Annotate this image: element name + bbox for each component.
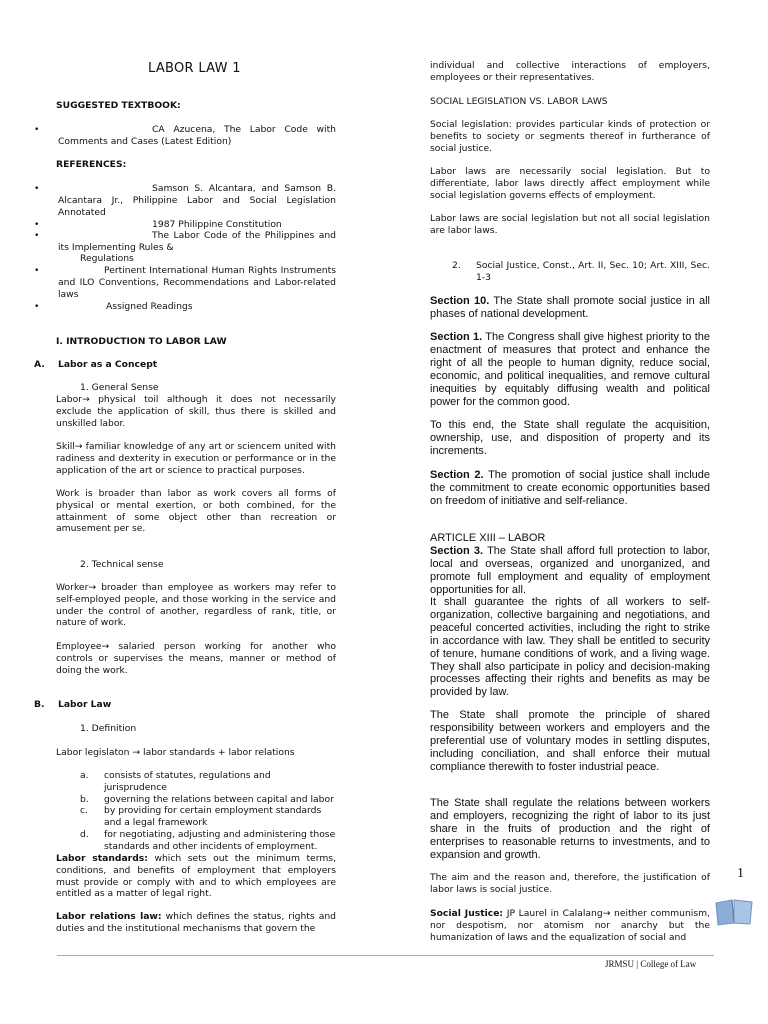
list-item: b. governing the relations between capital and labor [80,793,334,805]
section-10: Section 10. The State shall promote social justice in all phases of national development. [430,295,710,320]
bullet: • [34,301,40,312]
bullet: • [34,124,40,135]
labor-laws-note: Labor laws are social legislation but not all social legislation are labor laws. [430,213,710,236]
page-number: 1 [737,866,744,881]
labor-laws-definition: Labor laws are necessarily social legislation. But to differentiate, labor laws directly affect employment while social legislation governs effects of employment. [430,166,710,201]
section-1: Section 1. The Congress shall give highest priority to the enactment of measures that protect and enhance the right of all the people to human dignity, reduce social, economic, and political inequalities, and remove cultural inequities by equitably diffusing wealth and political power for the common good. [430,331,710,408]
labor-standards-paragraph: Labor standards: which sets out the minimum terms, conditions, and benefits of employment that employers must provide or comply with and to which employees are entitled as a matter of legal right. [56,853,336,900]
employee-definition: Employee→ salaried person working for another who controls or supervises the means, manner or method of doing the work. [56,641,336,676]
section-3: Section 3. The State shall afford full protection to labor, local and overseas, organized and unorganized, and promote full employment and equality of employment opportunities for all. [430,545,710,596]
aim-paragraph: The aim and the reason and, therefore, the justification of labor laws is social justice. [430,872,710,895]
labor-relations-paragraph: Labor relations law: which defines the status, rights and duties and the institutional mechanisms that govern the [56,911,336,934]
worker-definition: Worker→ broader than employee as workers may refer to self-employed people, and those working in the service and under the control of another, regardless of rank, title, or nature of work. [56,582,336,629]
social-legislation-definition: Social legislation: provides particular kinds of protection or benefits to society or segments thereof in furtherance of social justice. [430,119,710,154]
work-definition: Work is broader than labor as work covers all forms of physical or mental exertion, or both combined, for the attainment of some object other than recreation or amusement per se. [56,488,336,535]
reference-text: Samson S. Alcantara, and Samson B. Alcantara Jr., Philippine Labor and Social Legislation Annotated [58,183,336,218]
section-3-shared-responsibility: The State shall promote the principle of shared responsibility between workers and employers and the preferential use of voluntary modes in settling disputes, including conciliation, and shall enforce their mutual compliance therewith to foster industrial peace. [430,709,710,773]
labor-definition: Labor→ physical toil although it does not necessarily exclude the application of skill, thus there is skilled and unskilled labor. [56,394,336,429]
bullet: • [34,183,40,194]
footer-divider [57,955,714,956]
reference-text: Assigned Readings [106,301,193,312]
list-item: c. by providing for certain employment standards and a legal framework [80,805,322,829]
reference-text: 1987 Philippine Constitution [152,219,282,230]
section-1-continued: To this end, the State shall regulate the acquisition, ownership, use, and disposition of property and its increments. [430,419,710,457]
definition-list [80,770,336,853]
list-item: d. for negotiating, adjusting and administering those standards and other incidents of employment. [80,828,336,852]
comparison-heading: SOCIAL LEGISLATION VS. LABOR LAWS [430,96,608,107]
section-2: Section 2. The promotion of social justice shall include the commitment to create economic opportunities based on freedom of initiative and self-reliance. [430,469,710,507]
definition-heading: 1. Definition [80,723,137,734]
reference-text: Regulations [80,253,134,264]
subsection-b: B. Labor Law [34,699,112,710]
subsection-a: A. Labor as a Concept [34,359,158,370]
list-item: a. consists of statutes, regulations and jurisprudence [80,770,271,793]
document-title: LABOR LAW 1 [148,61,241,76]
section-3-regulation: The State shall regulate the relations between workers and employers, recognizing the right of labor to its just share in the fruits of production and the right of enterprises to reasonable returns to investments, and to expansion and growth. [430,797,710,861]
bullet: • [34,265,40,276]
reference-text: The Labor Code of the Philippines and its Implementing Rules & [58,230,336,253]
article-heading: ARTICLE XIII – LABOR [430,532,546,544]
references-heading: REFERENCES: [56,159,127,170]
textbook-item: CA Azucena, The Labor Code with Comments and Cases (Latest Edition) [58,124,336,147]
legislation-equation: Labor legislaton → labor standards + labor relations [56,747,295,758]
reference-text: Pertinent International Human Rights Instruments and ILO Conventions, Recommendations and Labor-related laws [58,265,336,300]
textbook-heading: SUGGESTED TEXTBOOK: [56,100,181,111]
technical-sense-heading: 2. Technical sense [80,559,164,570]
section-3-rights: It shall guarantee the rights of all workers to self-organization, collective bargaining and negotiations, and peaceful concerted activities, including the right to strike in accordance with law. They shall be entitled to security of tenure, humane conditions of work, and a living wage. They shall also participate in policy and decision-making processes affecting their rights and benefits as may be provided by law. [430,596,710,699]
skill-definition: Skill→ familiar knowledge of any art or sciencem united with radiness and dexterity in execution or performance or in the application of the art or science to practical purposes. [56,441,336,476]
footer-text: JRMSU | College of Law [605,959,697,969]
social-justice-item: 2. Social Justice, Const., Art. II, Sec. 10; Art. XIII, Sec. 1-3 [452,260,710,283]
bullet: • [34,219,40,230]
general-sense-heading: 1. General Sense [80,382,159,393]
book-icon [714,897,754,927]
section-heading: I. INTRODUCTION TO LABOR LAW [56,336,227,347]
bullet: • [34,230,40,241]
continued-text: individual and collective interactions of employers, employees or their representatives. [430,60,710,83]
social-justice-paragraph: Social Justice: JP Laurel in Calalang→ neither communism, nor despotism, nor atomism nor anarchy but the humanization of laws and the equalization of social and [430,908,710,943]
